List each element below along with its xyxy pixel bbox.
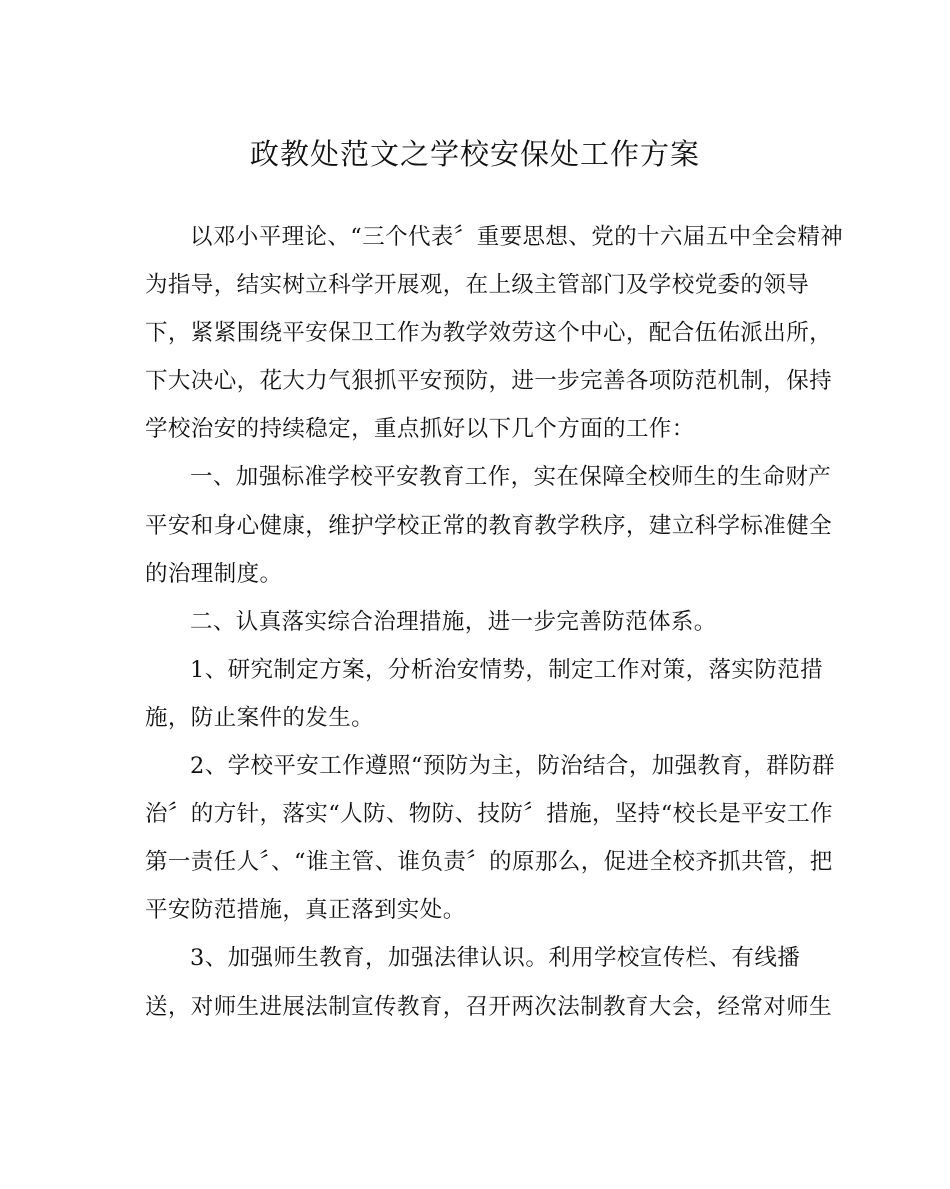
text-line: 平安和身心健康，维护学校正常的教育教学秩序，建立科学标准健全 bbox=[145, 512, 833, 539]
text-line: 一、加强标准学校平安教育工作，实在保障全校师生的生命财产 bbox=[190, 464, 832, 491]
text-line: 3、加强师生教育，加强法律认识。利用学校宣传栏、有线播 bbox=[190, 945, 801, 972]
text-line: 治〞的方针，落实“人防、物防、技防〞措施，坚持“校长是平安工作 bbox=[145, 801, 833, 828]
text-line: 平安防范措施，真正落到实处。 bbox=[145, 897, 466, 924]
text-line: 2、学校平安工作遵照“预防为主，防治结合，加强教育，群防群 bbox=[190, 753, 835, 780]
text-line: 二、认真落实综合治理措施，进一步完善防范体系。 bbox=[190, 608, 717, 635]
text-line: 的治理制度。 bbox=[145, 560, 283, 587]
text-line: 送，对师生进展法制宣传教育，召开两次法制教育大会，经常对师生 bbox=[145, 993, 833, 1020]
text-line: 下，紧紧围绕平安保卫工作为教学效劳这个中心，配合伍佑派出所， bbox=[145, 320, 833, 347]
document-body bbox=[145, 222, 844, 1040]
text-line: 第一责任人〞、“谁主管、谁负责〞的原那么，促进全校齐抓共管，把 bbox=[145, 849, 833, 876]
text-line: 学校治安的持续稳定，重点抓好以下几个方面的工作： bbox=[145, 416, 695, 443]
text-line: 为指导，结实树立科学开展观，在上级主管部门及学校党委的领导 bbox=[145, 272, 810, 299]
text-line: 以邓小平理论、“三个代表〞重要思想、党的十六届五中全会精神 bbox=[190, 224, 844, 250]
text-line: 1、研究制定方案，分析治安情势，制定工作对策，落实防范措 bbox=[190, 656, 824, 683]
document-title: 政教处范文之学校安保处工作方案 bbox=[249, 137, 700, 171]
text-line: 下大决心，花大力气狠抓平安预防，进一步完善各项防范机制，保持 bbox=[145, 368, 833, 395]
text-line: 施，防止案件的发生。 bbox=[145, 704, 375, 731]
